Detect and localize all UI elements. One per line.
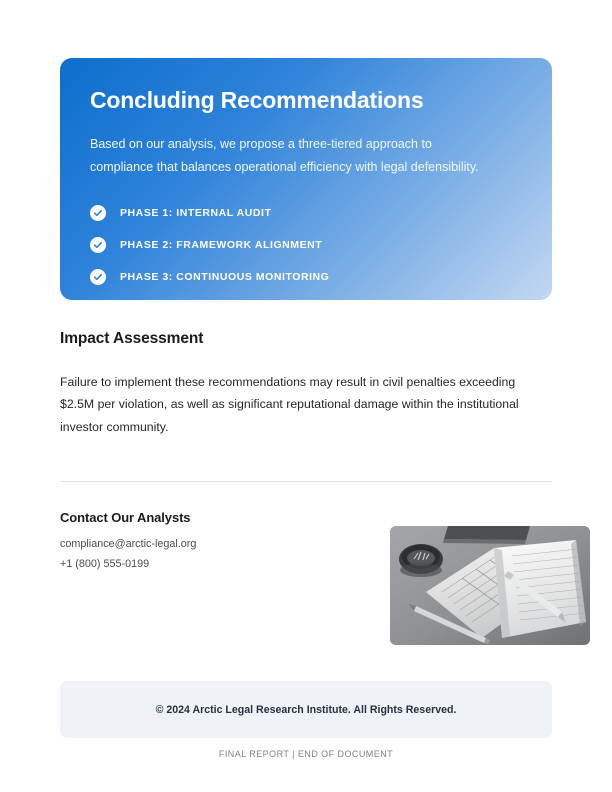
check-circle-icon [90, 269, 106, 285]
check-circle-icon [90, 205, 106, 221]
footer-copyright: © 2024 Arctic Legal Research Institute. All Rights Reserved. [155, 703, 457, 716]
impact-assessment-heading: Impact Assessment [60, 330, 204, 347]
footer-note: FINAL REPORT | END OF DOCUMENT [218, 749, 394, 759]
impact-assessment-body: Failure to implement these recommendations may result in civil penalties exceeding $2.5M per violation, as well as significant reputational damage within the institutional investor community. [60, 375, 519, 434]
contact-heading: Contact Our Analysts [60, 510, 191, 525]
phase-item [90, 197, 522, 229]
contact-details [60, 534, 196, 574]
footer-bar [60, 681, 552, 738]
hero-description: Based on our analysis, we propose a three-tiered approach to compliance that balances operational efficiency with legal defensibility. [90, 137, 479, 174]
desk-photo [390, 526, 590, 645]
page-title: Concluding Recommendations [90, 87, 424, 113]
hero-content [60, 58, 552, 293]
contact-phone[interactable]: +1 (800) 555-0199 [60, 558, 150, 570]
check-circle-icon [90, 237, 106, 253]
phase-label: PHASE 1: INTERNAL AUDIT [120, 207, 272, 219]
section-divider [60, 481, 552, 482]
contact-email[interactable]: compliance@arctic-legal.org [60, 538, 197, 550]
concluding-recommendations-card [60, 58, 552, 300]
phase-label: PHASE 3: CONTINUOUS MONITORING [120, 271, 330, 283]
phase-list [90, 197, 522, 293]
phase-item [90, 229, 522, 261]
phase-item [90, 261, 522, 293]
phase-label: PHASE 2: FRAMEWORK ALIGNMENT [120, 239, 323, 251]
